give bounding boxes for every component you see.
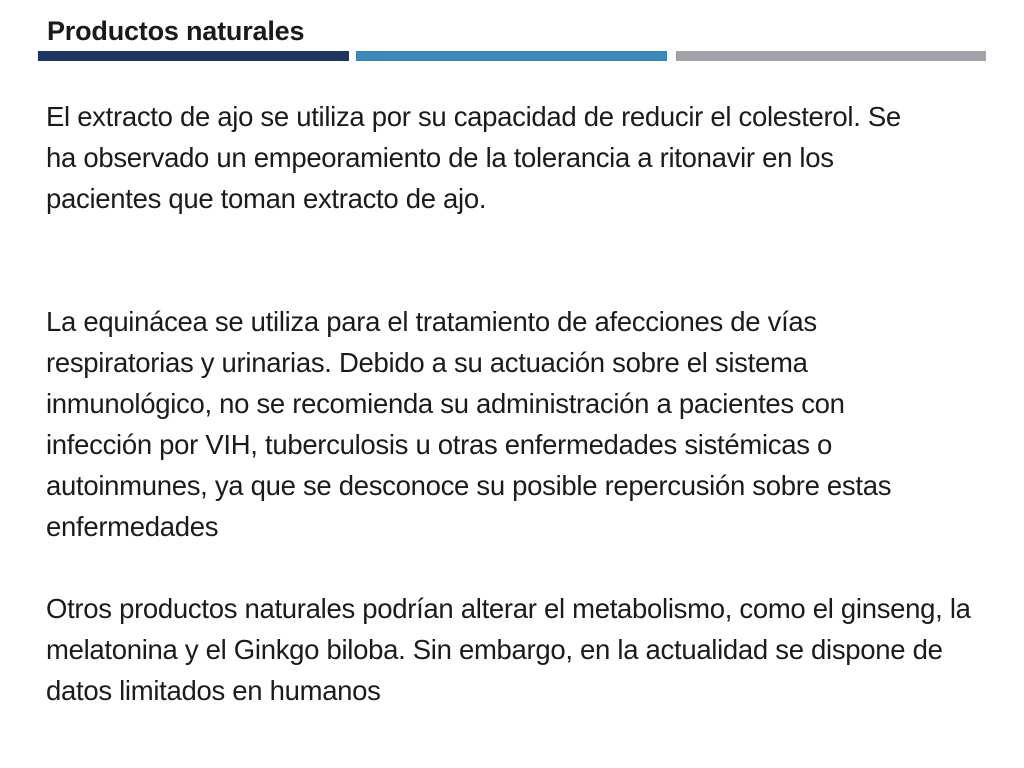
slide-title: Productos naturales	[47, 16, 305, 46]
paragraph-other-natural-products: Otros productos naturales podrían alterar el metabolismo, como el ginseng, la melatonina y el Ginkgo biloba. Sin embargo, en la actualidad se dispone de datos limitados en humanos	[46, 593, 971, 706]
paragraph-echinacea: La equinácea se utiliza para el tratamiento de afecciones de vías respiratorias y urinarias. Debido a su actuación sobre el sistema inmunológico, no se recomienda su administración a pacientes con infección por VIH, tuberculosis u otras enfermedades sistémicas o autoinmunes, ya que se desconoce su posible repercusión sobre estas enfermedades	[46, 306, 892, 542]
title-underline-blue-bar	[356, 51, 667, 61]
paragraph-garlic-extract: El extracto de ajo se utiliza por su capacidad de reducir el colesterol. Se ha observado un empeoramiento de la tolerancia a ritonavir en los pacientes que toman extracto de ajo.	[46, 101, 901, 214]
slide-body	[46, 96, 996, 711]
title-underline-dark-bar	[38, 51, 349, 61]
title-underline-gray-bar	[676, 51, 986, 61]
